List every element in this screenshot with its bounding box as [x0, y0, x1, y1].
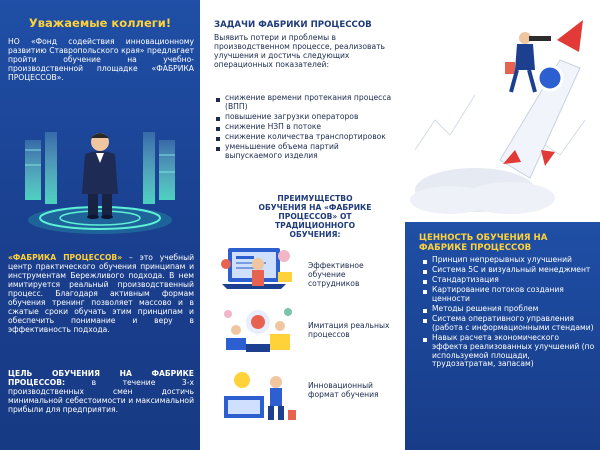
businessman-hologram-illustration [15, 120, 185, 245]
goal-text: в течение 3-х производственных смен достичь минимальной себестоимости и максимальной прибыли для предприятия. [8, 377, 194, 414]
tasks-list [216, 94, 394, 162]
value-item: Методы решения проблем [423, 305, 595, 314]
rocket-businessman-illustration [405, 0, 600, 222]
greeting-heading: Уважаемые коллеги! [28, 16, 172, 30]
task-item: уменьшение объема партий выпускаемого изделия [216, 143, 394, 161]
advantages-heading: ПРЕИМУЩЕСТВО ОБУЧЕНИЯ НА «ФАБРИКЕ ПРОЦЕССОВ» ОТ ТРАДИЦИОННОГО ОБУЧЕНИЯ: [258, 194, 372, 239]
value-item: Система оперативного управления (работа с информационными стендами) [423, 315, 595, 333]
right-panel [405, 0, 600, 450]
task-item: снижение времени протекания процесса (ВПП) [216, 94, 394, 112]
middle-panel [200, 0, 405, 450]
tasks-heading: ЗАДАЧИ ФАБРИКИ ПРОЦЕССОВ [214, 20, 372, 30]
task-item: снижение количества транспортировок [216, 133, 394, 142]
factory-term: «ФАБРИКА ПРОЦЕССОВ» [8, 253, 123, 262]
value-heading: ЦЕННОСТЬ ОБУЧЕНИЯ НА ФАБРИКЕ ПРОЦЕССОВ [419, 233, 548, 254]
innovation-workspace-illustration [218, 366, 298, 426]
left-panel [0, 0, 200, 450]
value-item: Навык расчета экономического эффекта реализованных улучшений (по используемой площади, трудозатратам, запасам) [423, 334, 595, 370]
task-item: повышение загрузки операторов [216, 113, 394, 122]
task-item: снижение НЗП в потоке [216, 123, 394, 132]
tasks-intro: Выявить потери и проблемы в производственном процессе, реализовать улучшения и достичь следующих операционных показателей: [214, 33, 386, 69]
value-item: Стандартизация [423, 276, 595, 285]
factory-description [8, 254, 194, 335]
advantage-text: Инновационный формат обучения [308, 381, 379, 399]
intro-paragraph: НО «Фонд содействия инновационному развитию Ставропольского края» предлагает пройти обучение на учебно-производственной площадке «ФАБРИКА ПРОЦЕССОВ». [8, 37, 194, 82]
value-item: Система 5С и визуальный менеджмент [423, 266, 595, 275]
advantage-text: Эффективное обучение сотрудников [308, 261, 364, 288]
laptop-learning-illustration [218, 242, 298, 300]
advantage-text: Имитация реальных процессов [308, 321, 390, 339]
team-process-illustration [218, 304, 298, 362]
goal-paragraph [8, 370, 194, 415]
values-list [423, 256, 595, 370]
factory-desc-text: – это учебный центр практического обучения принципам и инструментам Бережливого подхода. В нем имитируется реальный производственный процесс. Благодаря активным формам обучения тренинг позволяет массово и в сжатые сроки обучать этим принципам и обеспечить понимание и веру в эффективность подхода. [8, 253, 195, 334]
goal-title: ЦЕЛЬ ОБУЧЕНИЯ НА ФАБРИКЕ ПРОЦЕССОВ: [8, 369, 194, 387]
value-item: Картирование потоков создания ценности [423, 286, 595, 304]
value-item: Принцип непрерывных улучшений [423, 256, 595, 265]
